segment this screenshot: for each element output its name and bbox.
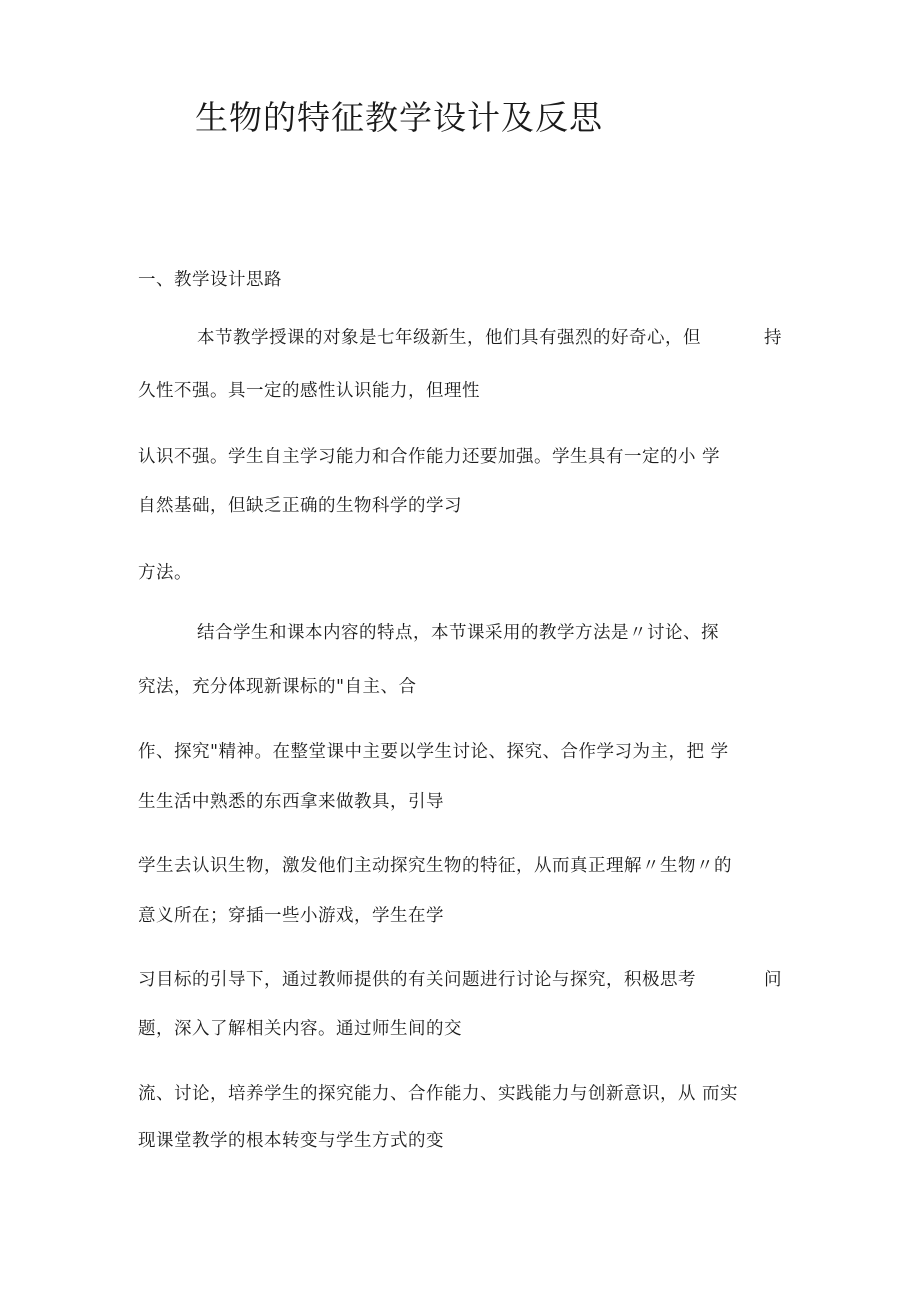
paragraph-line: 方法。 — [138, 563, 192, 583]
paragraph-line: 结合学生和课本内容的特点，本节课采用的教学方法是〃讨论、探 — [197, 623, 719, 643]
paragraph-line: 习目标的引导下，通过教师提供的有关问题进行讨论与探究，积极思考 — [138, 970, 696, 990]
paragraph-line: 生生活中熟悉的东西拿来做教具，引导 — [138, 792, 444, 812]
paragraph-line: 流、讨论，培养学生的探究能力、合作能力、实践能力与创新意识，从 而实 — [138, 1084, 739, 1104]
paragraph-line: 久性不强。具一定的感性认识能力，但理性 — [138, 381, 480, 401]
paragraph-line: 意义所在；穿插一些小游戏，学生在学 — [138, 906, 444, 926]
paragraph-line: 本节教学授课的对象是七年级新生，他们具有强烈的好奇心，但 — [197, 328, 701, 348]
paragraph-line: 题，深入了解相关内容。通过师生间的交 — [138, 1019, 462, 1039]
document-title: 生物的特征教学设计及反思 — [195, 98, 603, 137]
paragraph-line: 作、探究"精神。在整堂课中主要以学生讨论、探究、合作学习为主，把 学 — [138, 742, 729, 762]
paragraph-line-end: 持 — [764, 328, 782, 348]
paragraph-line: 现课堂教学的根本转变与学生方式的变 — [138, 1131, 444, 1151]
paragraph-line: 究法，充分体现新课标的"自主、合 — [138, 677, 417, 697]
paragraph-line: 自然基础，但缺乏正确的生物科学的学习 — [138, 496, 462, 516]
paragraph-line-end: 问 — [764, 970, 782, 990]
paragraph-line: 认识不强。学生自主学习能力和合作能力还要加强。学生具有一定的小 学 — [138, 447, 721, 467]
paragraph-line: 学生去认识生物，激发他们主动探究生物的特征，从而真正理解〃生物〃的 — [138, 856, 732, 876]
section-heading: 一、教学设计思路 — [138, 270, 282, 290]
